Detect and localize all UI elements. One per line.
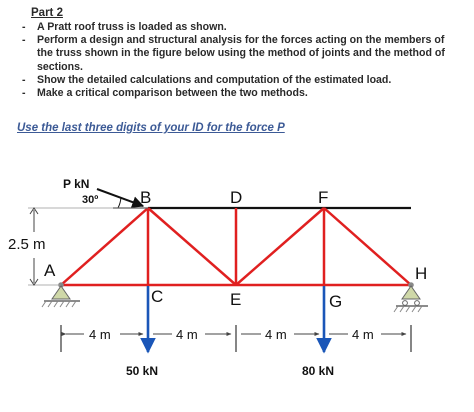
- span-label-4: 4 m: [352, 327, 374, 342]
- load-c-label: 50 kN: [126, 364, 159, 378]
- load-p-label: P kN: [63, 177, 90, 191]
- roller-support-h: [394, 286, 428, 312]
- task-text: A Pratt roof truss is loaded as shown.: [37, 21, 227, 33]
- joint-label-f: F: [318, 188, 329, 207]
- part-title: Part 2: [31, 7, 63, 19]
- bullet-dash: -: [22, 34, 26, 47]
- member-fh: [324, 208, 411, 285]
- force-instruction: Use the last three digits of your ID for the force P: [17, 122, 285, 134]
- joint-label-c: C: [151, 287, 164, 306]
- joint-label-b: B: [140, 188, 152, 207]
- bullet-dash: -: [22, 87, 26, 100]
- span-label-2: 4 m: [176, 327, 198, 342]
- span-label-1: 4 m: [89, 327, 111, 342]
- joint-label-h: H: [415, 264, 428, 283]
- task-text: Perform a design and structural analysis for the forces acting on the members of the truss shown in the figure below using the method of joints and the method of sections.: [37, 34, 445, 73]
- task-text: Show the detailed calculations and computation of the estimated load.: [37, 73, 392, 86]
- bullet-dash: -: [22, 21, 26, 33]
- height-label: 2.5 m: [8, 236, 46, 253]
- member-ab: [61, 208, 148, 285]
- load-g-label: 80 kN: [302, 364, 335, 378]
- member-ef: [236, 208, 324, 285]
- joint-label-d: D: [230, 188, 243, 207]
- joint-label-a: A: [44, 261, 56, 280]
- angle-arc: [118, 197, 121, 208]
- pin-support-a: [42, 286, 80, 307]
- angle-label: 30º: [82, 194, 99, 206]
- bullet-dash: -: [22, 73, 26, 86]
- task-text: Make a critical comparison between the two methods.: [37, 87, 308, 100]
- span-label-3: 4 m: [265, 327, 287, 342]
- joint-label-e: E: [230, 290, 242, 309]
- member-be: [148, 208, 236, 285]
- joint-label-g: G: [329, 292, 343, 311]
